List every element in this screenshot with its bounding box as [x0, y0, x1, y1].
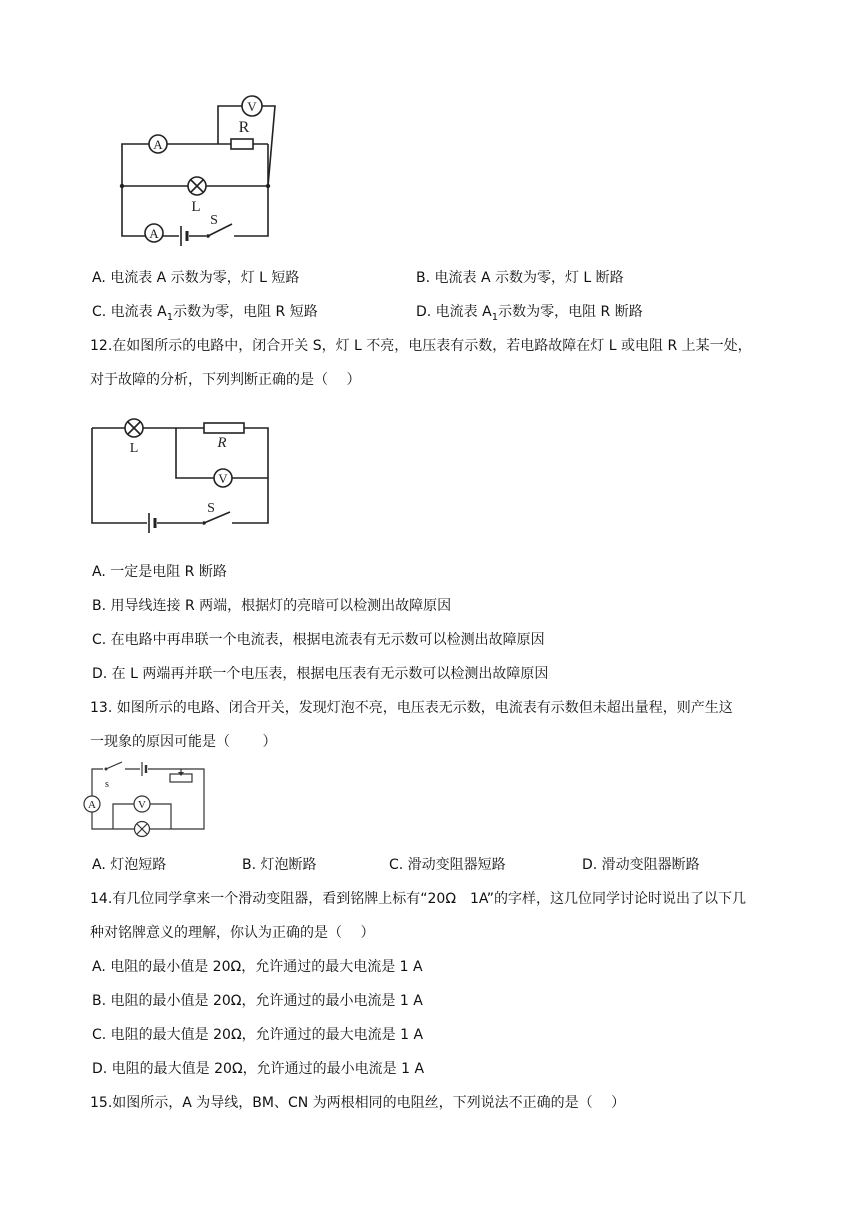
q13-option-a[interactable]: A. 灯泡短路 [92, 857, 167, 873]
resistor-label: R [217, 435, 227, 451]
lamp-label: L [191, 199, 201, 215]
ammeter-bottom-label: A [149, 226, 159, 241]
q11-option-d-rest: 示数为零，电阻 R 断路 [498, 304, 643, 320]
switch-label: S [207, 501, 215, 516]
q14-option-b[interactable]: B. 电阻的最小值是 20Ω，允许通过的最小电流是 1 A [92, 993, 423, 1009]
q11-option-d-sub: 1 [491, 311, 499, 323]
q11-option-d-prefix: D. 电流表 A [416, 304, 492, 320]
q11-option-c-rest: 示数为零，电阻 R 短路 [173, 304, 318, 320]
q13-option-d[interactable]: D. 滑动变阻器断路 [582, 857, 700, 873]
q14-option-c[interactable]: C. 电阻的最大值是 20Ω，允许通过的最大电流是 1 A [92, 1027, 424, 1043]
q11-option-a[interactable]: A. 电流表 A 示数为零，灯 L 短路 [92, 270, 300, 286]
q12-stem-line1: 12.在如图所示的电路中，闭合开关 S，灯 L 不亮，电压表有示数，若电路故障在灯 L 或电阻 R 上某一处， [90, 338, 752, 354]
q12-option-b[interactable]: B. 用导线连接 R 两端，根据灯的亮暗可以检测出故障原因 [92, 598, 452, 614]
voltmeter-label: V [138, 799, 146, 811]
q14-stem-line2: 种对铭牌意义的理解，你认为正确的是（ ） [90, 925, 375, 941]
q14-option-a[interactable]: A. 电阻的最小值是 20Ω，允许通过的最大电流是 1 A [92, 959, 423, 975]
q14-stem-line1: 14.有几位同学拿来一个滑动变阻器，看到铭牌上标有“20Ω 1A”的字样，这几位同学讨论时说出了以下几 [90, 891, 747, 907]
voltmeter-label: V [218, 471, 228, 486]
q11-option-b[interactable]: B. 电流表 A 示数为零，灯 L 断路 [416, 270, 624, 286]
q13-stem-line1: 13. 如图所示的电路、闭合开关，发现灯泡不亮，电压表无示数，电流表有示数但未超出量程，则产生这 [90, 700, 733, 716]
q15-stem-line1: 15.如图所示，A 为导线，BM、CN 为两根相同的电阻丝，下列说法不正确的是（ ） [90, 1095, 626, 1111]
q14-option-d[interactable]: D. 电阻的最大值是 20Ω，允许通过的最小电流是 1 A [92, 1061, 425, 1077]
switch-label: s [105, 779, 109, 790]
q12-option-c[interactable]: C. 在电路中再串联一个电流表，根据电流表有无示数可以检测出故障原因 [92, 632, 545, 648]
q11-option-c-prefix: C. 电流表 A [92, 304, 167, 320]
q12-option-d[interactable]: D. 在 L 两端再并联一个电压表，根据电压表有无示数可以检测出故障原因 [92, 666, 549, 682]
resistor-label: R [238, 119, 250, 136]
ammeter-top-label: A [153, 137, 163, 152]
q11-option-c-sub: 1 [166, 311, 174, 323]
voltmeter-label: V [247, 99, 257, 114]
lamp-label: L [129, 441, 139, 456]
q13-option-b[interactable]: B. 灯泡断路 [242, 857, 317, 873]
q12-stem-line2: 对于故障的分析，下列判断正确的是（ ） [90, 372, 361, 388]
q12-option-a[interactable]: A. 一定是电阻 R 断路 [92, 564, 227, 580]
q13-option-c[interactable]: C. 滑动变阻器短路 [389, 857, 506, 873]
switch-label: S [210, 213, 218, 228]
q13-stem-line2: 一现象的原因可能是（ ） [90, 734, 277, 750]
ammeter-label: A [88, 799, 96, 811]
